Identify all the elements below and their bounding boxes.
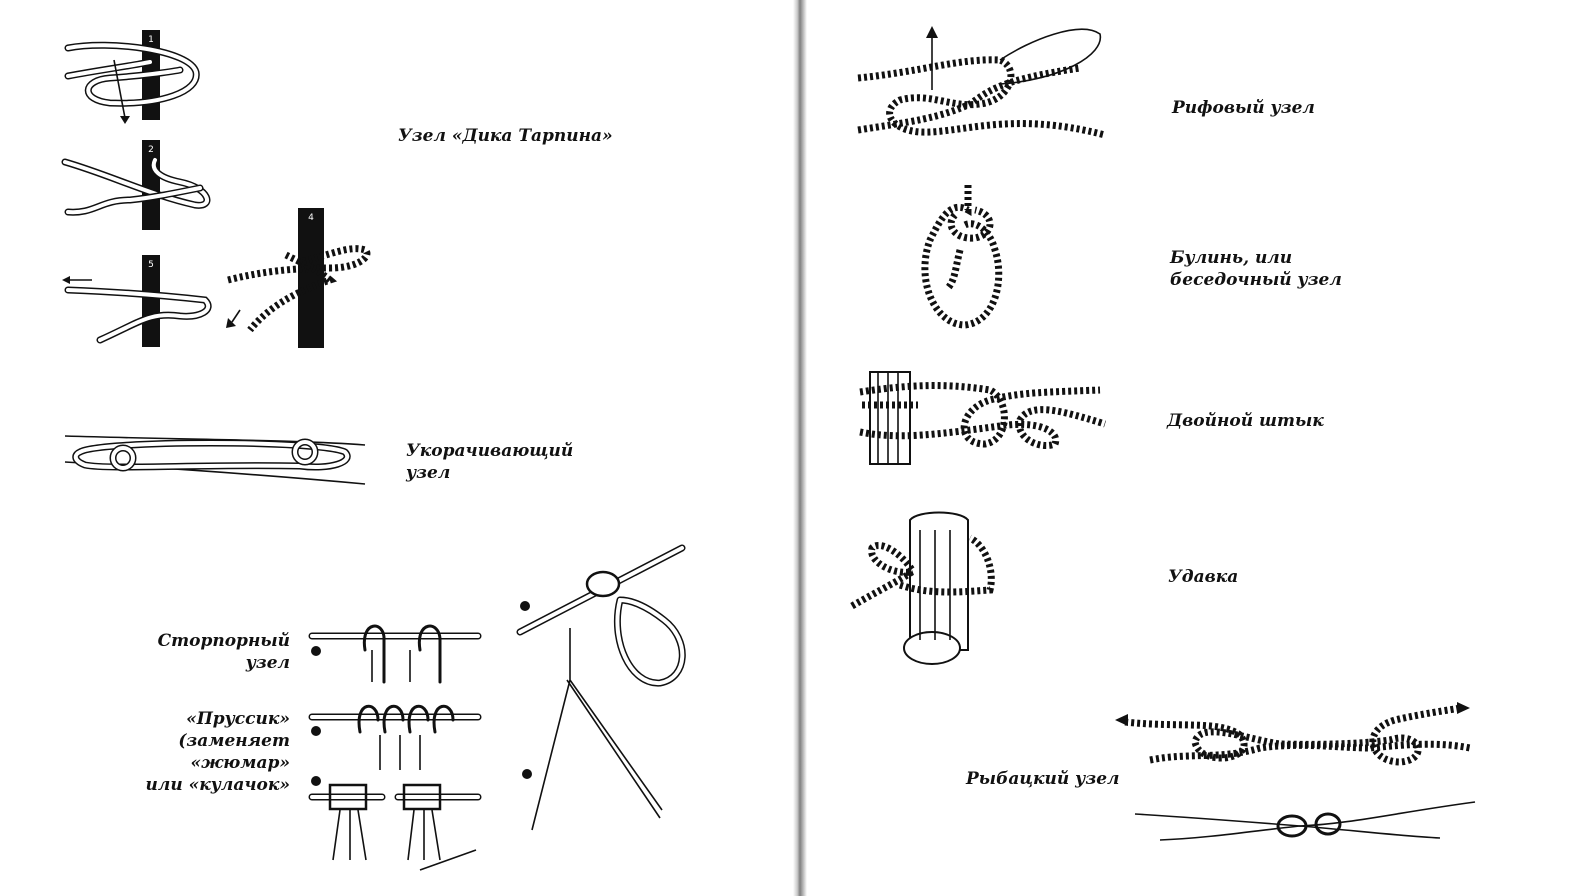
illustration-udavka: [852, 513, 991, 665]
illustration-dick-tarpin-step-2: [65, 140, 207, 230]
illustration-prusik-on-rope: [520, 548, 682, 830]
illustration-dick-tarpin-step-4: [226, 208, 367, 348]
caption-double-hitch: Двойной штык: [1167, 411, 1324, 431]
illustration-dick-tarpin-step-1: [68, 30, 196, 124]
illustration-stopper-knot: [311, 626, 478, 682]
caption-shortening-knot: Укорачивающий узел: [406, 441, 574, 483]
caption-prusik-knot: «Пруссик» (заменяет «жюмар» или «кулачок»: [145, 709, 290, 795]
step-number: 2: [148, 145, 154, 155]
illustration-double-hitch: [860, 372, 1105, 464]
step-number: 5: [148, 260, 154, 270]
caption-fisherman-knot: Рыбацкий узел: [966, 769, 1120, 789]
illustration-dick-tarpin-step-3: [62, 255, 208, 347]
illustration-bowline: [925, 185, 999, 325]
caption-udavka: Удавка: [1168, 567, 1239, 587]
illustration-shortening-knot: [65, 436, 365, 484]
caption-reef-knot: Рифовый узел: [1172, 98, 1315, 118]
step-number: 4: [308, 213, 314, 223]
illustration-prusik-steps: [311, 776, 478, 870]
caption-stopper-knot: Сторпорный узел: [157, 631, 290, 673]
step-number: 1: [148, 35, 154, 45]
caption-dick-tarpin: Узел «Дика Тарпина»: [398, 126, 613, 146]
caption-bowline: Булинь, или беседочный узел: [1170, 248, 1342, 290]
illustration-fisherman-knot: [1115, 702, 1475, 840]
illustration-prusik-knot: [311, 706, 478, 770]
illustration-reef-knot: [858, 26, 1105, 135]
